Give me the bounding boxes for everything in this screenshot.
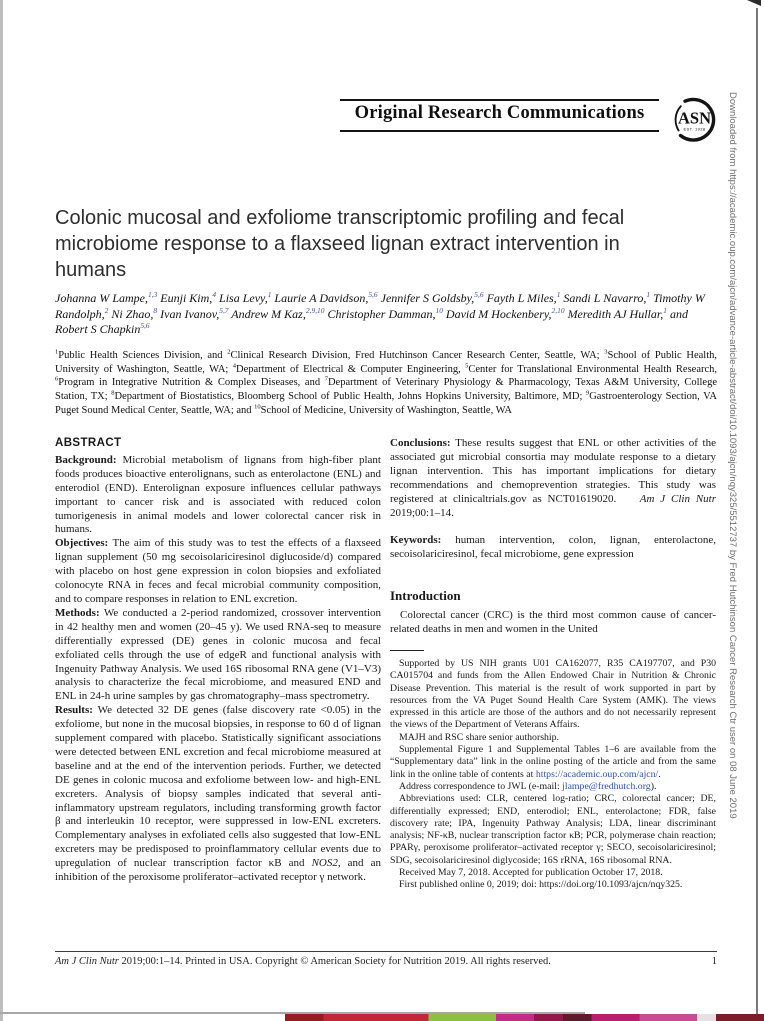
text-segment: Am J Clin Nutr [639,492,716,505]
article-title: Colonic mucosal and exfoliome transcriptomic profiling and fecal microbiome response to a flaxseed lignan extract intervention in humans [55,207,625,281]
banner-rule-top [340,99,659,101]
text-segment: We conducted a 2-period randomized, crossover intervention in 42 healthy men and women (20–45 y). We used RNA-seq to measure differentially expressed (DE) genes in colonic mucosa and fecal exfoliated cells through the use of edgeR and functional analysis with Ingenuity Pathway Analysis. We used 16S ribosomal RNA gene (V1–V3) analysis to characterize the fecal microbiome, and measured END and ENL in 24-h urine samples by gas chromatography–mass spectrometry. [55,606,382,703]
text-segment: Methods: [55,606,104,619]
text-segment: Fayth L Miles, [483,291,557,305]
text-segment: 2,10 [551,305,565,315]
text-segment: Public Health Sciences Division, and [58,350,228,361]
footnote-first-published [390,879,716,891]
abstract-conclusions-paragraph [390,437,716,520]
text-segment: Lisa Levy, [216,291,268,305]
text-segment: 2019;00:1–14. [390,506,454,519]
text-segment: 1 [556,290,561,299]
text-segment: Objectives: [55,537,113,550]
text-segment: Gastroenterology Section, VA Puget Sound Medical Center, Seattle, WA; and [55,391,717,416]
footnote-senior-authorship [390,732,716,744]
text-segment: 2 [227,348,231,356]
footnote-abbreviations [390,793,716,867]
abstract-results-paragraph [55,704,381,885]
footnote-separator-rule [390,650,424,651]
text-segment: Department of Biostatistics, Bloomberg School of Public Health, Johns Hopkins University, Baltimore, MD; [114,391,586,403]
text-segment: School of Medicine, University of Washington, Seattle, WA [260,404,512,416]
footnote-block [390,658,716,892]
section-banner-title: Original Research Communications [354,103,645,123]
text-segment: human intervention, colon, lignan, enterolactone, secoisolariciresinol, fecal microbiome, gene expression [390,534,716,561]
page-corner-mark [747,0,761,6]
asn-logo-text: ASN [677,108,712,128]
footnote-supplementary-data [390,744,716,781]
footnote-correspondence [390,781,716,793]
introduction-heading: Introduction [390,588,461,604]
text-segment: Clinical Research Division, Fred Hutchinson Cancer Research Center, Seattle, WA; [230,350,605,361]
text-segment: 1 [55,348,59,356]
text-segment: 1 [646,290,651,299]
text-segment: Department of Electrical & Computer Engineering, [236,363,466,375]
abstract-heading: ABSTRACT [55,437,122,449]
text-segment: 5,6 [368,290,378,299]
text-segment: Christopher Damman, [324,306,436,321]
page-right-rule [756,8,758,1021]
footnote-funding [390,658,716,732]
text-segment: We detected 32 DE genes (false discovery rate <0.05) in the exfoliome, but none in the mucosal biopsies, in response to 60 d of lignan supplement compared with placebo. Statistically significant associations were detected between ENL excretion and fecal microbiome measured at baseline and at the end of the intervention periods. Further, we detected DE genes in colonic mucosa and exfoliome between low- and high-ENL excreters. Analysis of biopsy samples indicated that several anti-inflammatory upstream regulators, including transforming growth factor β and interleukin 10 receptor, were suppressed in low-ENL excreters. Complementary analyses in exfoliated cells also suggested that low-ENL excreters may be predisposed to proinflammatory cellular events due to upregulation of nuclear transcription factor κB and [55,704,381,870]
text-segment: 2019;00:1–14. Printed in USA. Copyright © American Society for Nutrition 2019. All rights reserved. [118,956,551,967]
text-segment: Department of Veterinary Physiology & Pharmacology, Texas A&M University, College Station, TX; [55,377,717,403]
text-segment: 10 [254,403,261,411]
text-segment: The aim of this study was to test the effects of a flaxseed lignan supplement (50 mg secoisolariciresinol diglucoside/d) compared with placebo on host gene expression in colon biopsies and exfoliated colonocyte RNA in feces and fecal microbial community composition, and to compare responses in relation to ENL excretion. [55,537,381,605]
author-list [55,291,715,338]
text-segment: Keywords: [390,534,442,547]
text-segment: Address correspondence to JWL (e-mail: [399,780,563,792]
text-segment: First published online 0, 2019; doi: https://doi.org/10.1093/ajcn/nqy325. [399,879,683,891]
text-segment: Background: [55,453,123,466]
text-segment: 1 [267,290,272,299]
banner-rule-bottom [340,130,659,132]
text-segment: Sandi L Navarro, [560,291,647,305]
text-segment: , and an inhibition of the peroxisome proliferator–activated receptor γ network. [55,857,381,884]
text-segment: Microbial metabolism of lignans from high-fiber plant foods produces bioactive enterolignans, such as enterolactone (ENL) and enterodiol (END). Enterolignan exposure influences cellular pathways important to cancer risk and is associated with reduced colon tumorigenesis in animal models and lower colorectal cancer risk in humans. [55,453,381,536]
text-segment: Supplemental Figure 1 and Supplemental Tables 1–6 are available from the “Supplementary data” link in the online posting of the article and from the same link in the online table of contents at [390,744,716,780]
text-segment: Ni Zhao, [108,306,154,321]
text-segment: Abbreviations used: CLR, centered log-ratio; CRC, colorectal cancer; DE, differentially expressed; END, enterodiol; ENL, enterolactone; FDR, false discovery rate; IPA, Ingenuity Pathway Analysis; LDA, linear discriminant analysis; NF-κB, nuclear transcription factor κB; PCR, polymerase chain reaction; PPARγ, peroxisome proliferator–activated receptor γ; SECO, secoisolariciresinol; SDG, secoisolariciresinol diglycoside; 16S rRNA, 16S ribosomal RNA. [390,793,716,866]
download-notice-vertical-text: Downloaded from https://academic.oup.com/ajcn/advance-article-abstract/doi/10.1093/ajcn/nqy325/5512737 by Fred Hutchinson Cancer Research Ctr user on 08 June 2019 [727,92,738,819]
text-segment: 3 [604,348,608,356]
text-segment: Jennifer S Goldsby, [377,291,475,305]
text-segment: David M Hockenbery, [442,306,552,321]
text-segment: Am J Clin Nutr [55,956,119,967]
text-segment: Johanna W Lampe, [55,291,148,305]
text-segment: Timothy W Randolph, [55,291,705,321]
footnote-received-accepted [390,867,716,879]
text-segment: 6 [55,375,59,383]
text-segment: Laurie A Davidson, [271,291,369,305]
text-segment: Received May 7, 2018. Accepted for publication October 17, 2018. [399,867,663,879]
page-left-edge [0,0,3,1021]
text-segment: 9 [585,389,590,397]
text-segment: Eunji Kim, [157,291,213,305]
text-segment: 2 [104,305,109,315]
text-segment: and Robert S Chapkin [55,306,688,336]
text-segment: Ivan Ivanov, [157,306,220,321]
text-segment: 5,6 [474,290,484,299]
hyperlink-text[interactable]: jlampe@fredhutch.org [562,780,651,792]
text-segment: 5,7 [219,305,229,315]
text-segment: School of Public Health, University of Washington, Seattle, WA; [55,350,717,375]
text-segment: 1 [663,305,667,315]
introduction-paragraph: Colorectal cancer (CRC) is the third most common cause of cancer-related deaths in men and women in the United [390,609,716,636]
text-segment: 4 [212,290,217,299]
text-segment: These results suggest that ENL or other activities of the associated gut microbial consortia may modulate response to a dietary lignan intervention. This has important implications for dietary recommendations and chemoprevention strategies. This study was registered at clinicaltrials.gov as NCT01619020. [390,437,716,505]
text-segment: MAJH and RSC share senior authorship. [399,731,560,743]
text-segment: Andrew M Kaz, [228,306,306,321]
text-segment: Results: [55,704,98,717]
footer-journal-line [55,956,675,967]
right-column [390,437,716,892]
text-segment: 5,6 [140,321,150,330]
asn-society-logo-icon [671,97,718,144]
abstract-objectives-paragraph [55,537,381,607]
text-segment: Supported by US NIH grants U01 CA162077, R35 CA197707, and P30 CA015704 and funds from the Allen Endowed Chair in Nutrition & Chronic Disease Prevention. This material is the result of work supported in part by resources from the VA Puget Sound Health Care System (AMK). The views expressed in this article are those of the authors and do not necessarily represent the views of the Department of Veterans Affairs. [390,657,716,731]
abstract-background-paragraph [55,454,381,537]
text-segment: 2,9,10 [305,305,325,315]
hyperlink-text[interactable]: https://academic.oup.com/ajcn/ [535,768,659,780]
text-segment: Center for Translational Environmental Health Research, [468,363,718,375]
text-segment: Conclusions: [390,437,456,449]
footer-rule [55,951,717,952]
text-segment: 5 [465,362,469,370]
text-segment: 8 [153,305,158,315]
text-segment: 4 [232,362,236,370]
next-page-color-strip [285,1014,764,1021]
text-segment: . [658,768,661,780]
text-segment: Program in Integrative Nutrition & Complex Diseases, and [58,377,325,389]
text-segment: 8 [111,389,115,397]
affiliation-list [55,349,717,418]
text-segment: 1,3 [148,290,158,299]
asn-logo-est-text: EST. 1928 [683,126,706,132]
keywords-paragraph [390,534,716,562]
page-number: 1 [711,956,717,967]
abstract-methods-paragraph [55,607,381,704]
abstract-column [55,437,381,885]
text-segment: Meredith AJ Hullar, [564,306,664,321]
text-segment: ). [650,780,657,792]
text-segment: NOS2 [311,857,338,870]
text-segment: 7 [324,375,328,383]
text-segment: 10 [435,305,443,315]
